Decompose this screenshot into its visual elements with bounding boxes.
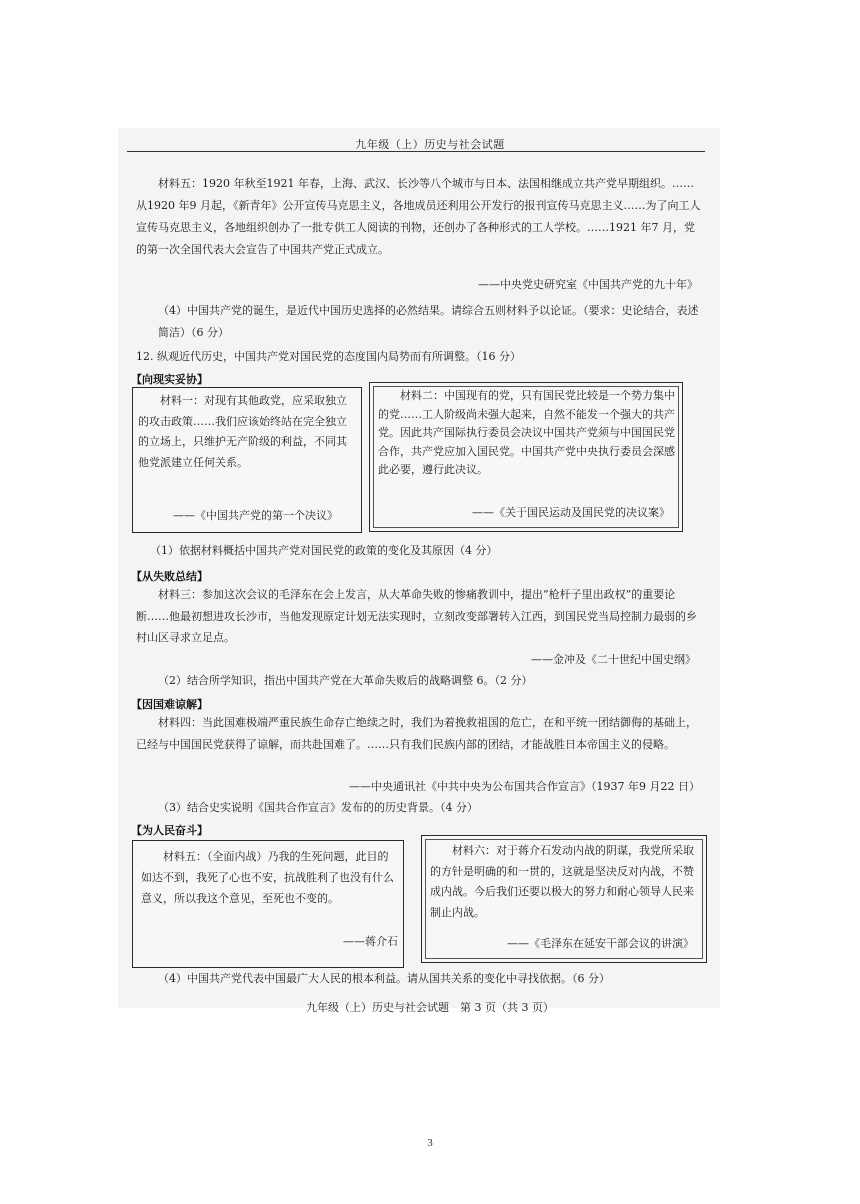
- material-two-source: ——《关于国民运动及国民党的决议案》: [472, 506, 670, 519]
- section-tag-failure-summary: 【从失败总结】: [131, 570, 208, 583]
- section-tag-compromise: 【向现实妥协】: [131, 373, 208, 386]
- material-five-chiang-text: 材料五：（全面内战）乃我的生死问题，此目的如达不到，我死了心也不安，抗战胜利了也没有什么意义，所以我这个意见，至死也不变的。: [141, 850, 394, 905]
- section-tag-serve-people: 【为人民奋斗】: [131, 824, 208, 837]
- question-12-3: （3）结合史实说明《国共合作宣言》发布的的历史背景。（4 分）: [158, 801, 478, 814]
- question-12-2: （2）结合所学知识，指出中国共产党在大革命失败后的战略调整 6。（2 分）: [158, 674, 533, 687]
- material-five-chiang-source: ——蒋介石: [343, 935, 398, 948]
- material-three-source: ——金冲及《二十世纪中国史纲》: [531, 653, 696, 666]
- material-one-text: 材料一：对现有其他政党，应采取独立的攻击政策……我们应该始终站在完全独立的立场上，只维护无产阶级的利益，不同其他党派建立任何关系。: [138, 394, 347, 469]
- page-number: 3: [427, 1137, 433, 1149]
- header-divider: [127, 151, 705, 152]
- question-12-4: （4）中国共产党代表中国最广大人民的根本利益。请从国共关系的变化中寻找依据。（6 分）: [158, 972, 610, 985]
- material-six-text: 材料六：对于蒋介石发动内战的阴谋，我党所采取的方针是明确的和一贯的，这就是坚决反对内战，不赞成内战。今后我们还要以极大的努力和耐心领导人民来制止内战。: [430, 844, 694, 919]
- question-11-4: （4）中国共产党的诞生，是近代中国历史选择的必然结果。请综合五则材料予以论证。（要求：史论结合，表述简洁）（6 分）: [158, 304, 699, 339]
- material-five-source: ——中央党史研究室《中国共产党的九十年》: [478, 278, 698, 291]
- material-three-text: 材料三：参加这次会议的毛泽东在会上发言，从大革命失败的惨痛教训中，提出“枪杆子里出政权”的重要论断……他最初想进攻长沙市，当他发现原定计划无法实现时，立刻改变部署转入江西，到国民党当局控制力最弱的乡村山区寻求立足点。: [136, 588, 697, 644]
- section-tag-national-crisis: 【因国难谅解】: [131, 698, 208, 711]
- material-four-text: 材料四：当此国难极端严重民族生命存亡绝续之时，我们为着挽救祖国的危亡，在和平统一团结御侮的基础上，已经与中国国民党获得了谅解，而共赴国难了。……只有我们民族内部的团结，才能战胜日本帝国主义的侵略。: [136, 716, 697, 751]
- question-12-1: （1）依据材料概括中国共产党对国民党的政策的变化及其原因（4 分）: [150, 544, 498, 557]
- material-two-text: 材料二：中国现有的党，只有国民党比较是一个势力集中的党……工人阶级尚未强大起来，自然不能发一个强大的共产党。因此共产国际执行委员会决议中国共产党须与中国国民党合作，共产党应加入国民党。中国共产党中央执行委员会深感此必要，遵行此决议。: [378, 389, 675, 477]
- question-12-stem: 12. 纵观近代历史，中国共产党对国民党的态度国内局势而有所调整。（16 分）: [136, 350, 521, 363]
- page-header-title: 九年级（上）历史与社会试题: [355, 138, 505, 151]
- material-six-source: ——《毛泽东在延安干部会议的讲演》: [507, 937, 694, 950]
- material-four-source: ——中央通讯社《中共中央为公布国共合作宣言》（1937 年9 月22 日）: [349, 780, 700, 793]
- material-one-source: ——《中国共产党的第一个决议》: [173, 509, 338, 522]
- material-five-text: 材料五：1920 年秋至1921 年春，上海、武汉、长沙等八个城市与日本、法国相继成立共产党早期组织。……从1920 年9 月起，《新青年》公开宣传马克思主义，各地成员还利用公开发行的报刊宣传马克思主义……为了向工人宣传马克思主义，各地组织创办了一批专供工人阅读的刊物，还创办了各种形式的工人学校。……1921 年7 月，党的第一次全国代表大会宣告了中国共产党正式成立。: [136, 177, 701, 256]
- page-footer: 九年级（上）历史与社会试题 第 3 页（共 3 页）: [306, 1001, 554, 1014]
